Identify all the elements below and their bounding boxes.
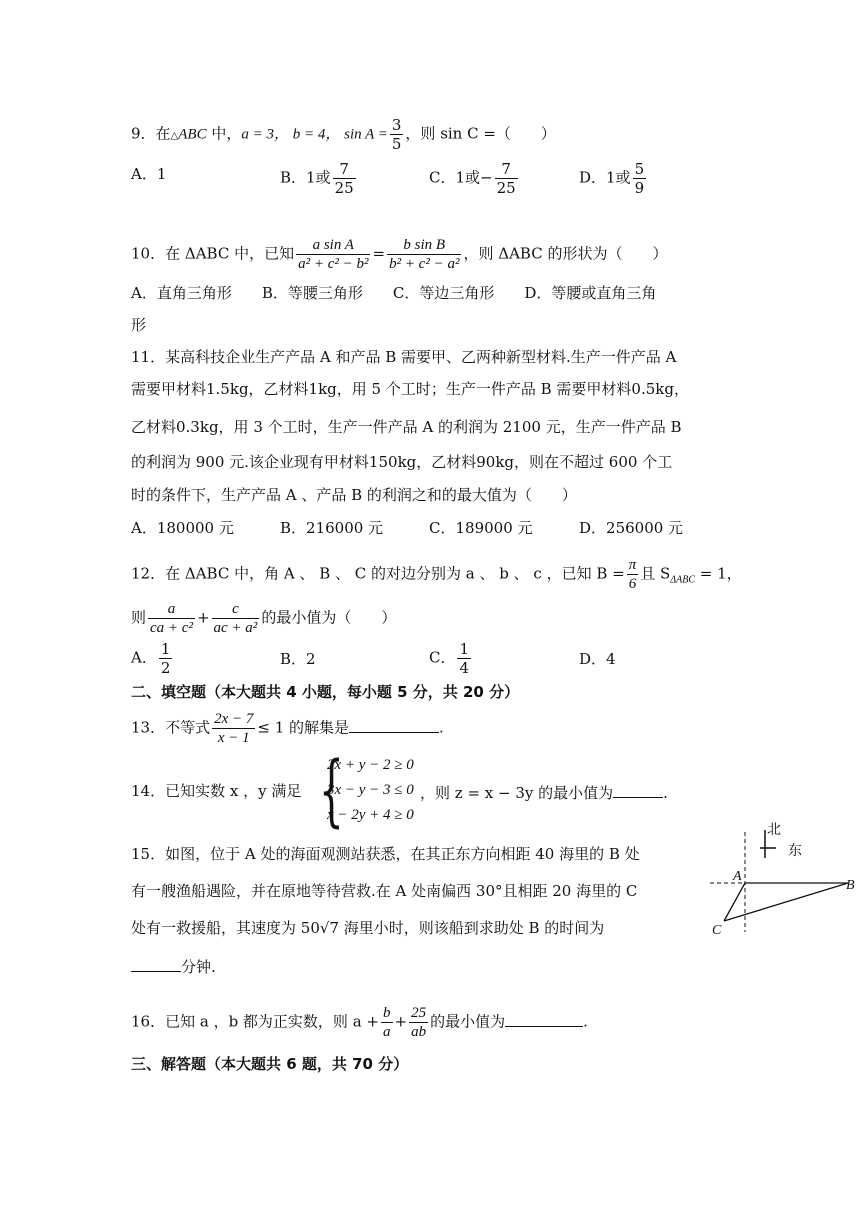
q15-line: 有一艘渔船遇险，并在原地等待营救.在 A 处南偏西 30°且相距 20 海里的 C	[131, 882, 638, 900]
option-b: B．2	[280, 650, 316, 668]
q14-constraint: 3x − y − 3 ≤ 0	[327, 782, 414, 798]
fraction: $\frac{2x - 7}{x - 1}$	[214, 711, 254, 746]
fraction: $\frac{\text{a sin A}}{\text{a² + c² − b²}}$	[298, 237, 369, 272]
q9-stem: 9．在△ABC 中，a = 3， b = 4， sin A = $\frac{3}{5}$ ，则 sin C =（ ）	[131, 116, 556, 153]
q14-post: ，则 z = x − 3y 的最小值为 .	[420, 781, 668, 803]
figure-label-a: A	[733, 869, 742, 884]
answer-blank[interactable]	[505, 1010, 583, 1027]
fraction: $\frac{c}{\text{ac + a²}}$	[213, 601, 258, 636]
q15-line: 处有一救援船，其速度为 50√7 海里小时，则该船到求助处 B 的时间为	[131, 919, 605, 937]
option-a: A．1	[131, 165, 167, 183]
q10-stem: 10．在 ΔABC 中，已知 $\frac{\text{a sin A}}{\text{a² + c² − b²}}$ = $\frac{\text{b sin B}}{\text{b² + c² − a²}}$ ，则 ΔABC 的形状为（ ）	[131, 237, 668, 272]
option-c: C．189000 元	[429, 519, 533, 537]
q12-expr: 则 $\frac{a}{\text{ca + c²}}$ + $\frac{c}{\text{ac + a²}}$ 的最小值为（ ）	[131, 601, 397, 636]
option-c: C． $\frac{1}{4}$	[429, 640, 470, 677]
section-heading: 二、填空题（本大题共 4 小题，每小题 5 分，共 20 分）	[131, 683, 520, 701]
figure-label-c: C	[712, 923, 722, 938]
q10-options-wrap: 形	[131, 316, 147, 334]
q14-pre: 14．已知实数 x ，y 满足	[131, 782, 302, 800]
q11-line: 乙材料0.3kg，用 3 个工时，生产一件产品 A 的利润为 2100 元，生产一件产品 B	[131, 418, 682, 436]
q11-line: 的利润为 900 元.该企业现有甲材料150kg，乙材料90kg，则在不超过 600 个工	[131, 453, 673, 471]
q13: 13．不等式 $\frac{2x - 7}{x - 1}$ ≤ 1 的解集是 .	[131, 711, 444, 746]
q10-options: A．直角三角形 B．等腰三角形 C．等边三角形 D．等腰或直角三角	[131, 284, 657, 302]
figure-label-north: 北	[767, 822, 781, 838]
answer-blank[interactable]	[131, 955, 181, 972]
fraction: $\frac{3}{5}$	[391, 116, 402, 153]
answer-blank[interactable]	[613, 781, 663, 798]
answer-blank[interactable]	[349, 716, 439, 733]
option-d: D．4	[579, 650, 616, 668]
option-a: A． $\frac{1}{2}$	[131, 640, 171, 677]
fraction: $\frac{a}{\text{ca + c²}}$	[150, 601, 193, 636]
q14-constraint: 2x + y − 2 ≥ 0	[327, 757, 414, 773]
q15-line: 15．如图，位于 A 处的海面观测站获悉，在其正东方向相距 40 海里的 B 处	[131, 845, 640, 863]
fraction: $\frac{\pi}{6}$	[628, 557, 637, 592]
q12-stem: 12．在 ΔABC 中，角 A 、 B 、 C 的对边分别为 a 、 b 、 c ，已知 B = $\frac{\pi}{6}$ 且 $S_{\Delta ABC} = 1$，	[131, 557, 742, 592]
section-heading: 三、解答题（本大题共 6 题，共 70 分）	[131, 1055, 409, 1073]
option-b: B．216000 元	[280, 519, 384, 537]
figure-label-b: B	[846, 878, 855, 893]
triangle-icon: △	[170, 130, 179, 142]
option-d: D．1或 $\frac{5}{9}$	[579, 160, 645, 197]
fraction: $\frac{25}{ab}$	[411, 1005, 427, 1040]
option-b: B．1或 $\frac{7}{25}$	[280, 160, 354, 197]
q11-line: 时的条件下，生产产品 A 、产品 B 的利润之和的最大值为（ ）	[131, 486, 577, 504]
option-a: A．180000 元	[131, 519, 234, 537]
figure-label-east: 东	[788, 843, 802, 859]
brace-icon: {	[319, 746, 344, 836]
fraction: $\frac{b}{a}$	[383, 1005, 391, 1040]
q14-constraint: x − 2y + 4 ≥ 0	[327, 807, 414, 823]
option-d: D．256000 元	[579, 519, 684, 537]
option-c: C．1或− $\frac{7}{25}$	[429, 160, 516, 197]
fraction: $\frac{\text{b sin B}}{\text{b² + c² − a²}}$	[389, 237, 460, 272]
q11-line: 需要甲材料1.5kg，乙材料1kg，用 5 个工时；生产一件产品 B 需要甲材料0.5kg，	[131, 380, 689, 398]
q16: 16．已知 a ，b 都为正实数，则 a + $\frac{b}{a}$ + $\frac{25}{ab}$ 的最小值为 .	[131, 1005, 588, 1040]
q11-line: 11．某高科技企业生产产品 A 和产品 B 需要甲、乙两种新型材料.生产一件产品 A	[131, 348, 677, 366]
q15-line: 分钟.	[131, 955, 216, 977]
